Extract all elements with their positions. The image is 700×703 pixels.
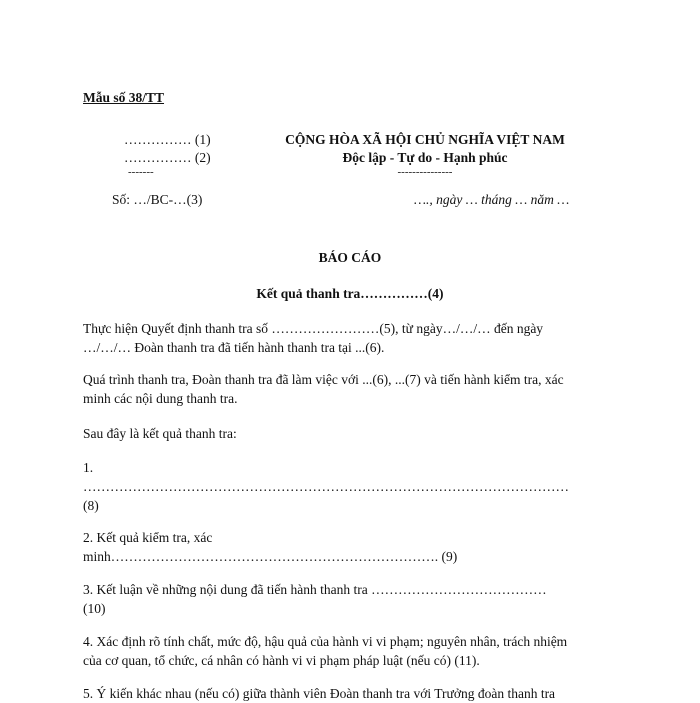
agency-line-2: …………… (2) [124, 150, 211, 165]
paragraph-3: Sau đây là kết quả thanh tra: [83, 426, 237, 441]
item-2-line-1: 2. Kết quả kiểm tra, xác [83, 530, 213, 545]
paragraph-1-line-1: Thực hiện Quyết định thanh tra số ……………………(5), từ ngày…/…/… đến ngày [83, 321, 544, 336]
motto: Độc lập - Tự do - Hạnh phúc [342, 150, 508, 165]
item-3-ref: (10) [83, 601, 106, 616]
item-1-ref: (8) [83, 498, 99, 513]
paragraph-1-line-2: …/…/… Đoàn thanh tra đã tiến hành thanh tra tại ...(6). [83, 340, 385, 355]
item-5-line-1: 5. Ý kiến khác nhau (nếu có) giữa thành viên Đoàn thanh tra với Trưởng đoàn thanh tra [83, 686, 556, 701]
item-1-number: 1. [83, 460, 94, 475]
item-5 [83, 684, 643, 703]
paragraph-2-line-2: minh các nội dung thanh tra. [83, 391, 238, 406]
paragraph-2-line-1: Quá trình thanh tra, Đoàn thanh tra đã làm việc với ...(6), ...(7) và tiến hành kiểm tra, xác [83, 372, 564, 387]
form-number: Mẫu số 38/TT [83, 90, 165, 105]
item-2-line-2: minh………………………………………………………………. (9) [83, 549, 458, 564]
motto-underline: --------------- [397, 166, 453, 178]
country-name: CỘNG HÒA XÃ HỘI CHỦ NGHĨA VIỆT NAM [285, 132, 565, 147]
item-1-dots: ……………………………………………………………………………………………… [83, 479, 569, 494]
item-4 [83, 632, 643, 670]
date-line: …., ngày … tháng … năm … [414, 192, 570, 207]
agency-line-1: …………… (1) [124, 132, 211, 147]
document-title: BÁO CÁO [318, 250, 382, 265]
item-4-line-1: 4. Xác định rõ tính chất, mức độ, hậu quả của hành vi vi phạm; nguyên nhân, trách nhiệm [83, 634, 568, 649]
document-subtitle: Kết quả thanh tra……………(4) [256, 286, 444, 301]
report-number: Số: …/BC-…(3) [112, 192, 203, 207]
agency-underline: ------- [128, 166, 154, 178]
item-2 [83, 528, 623, 566]
item-3 [83, 580, 623, 618]
paragraph-1 [83, 319, 623, 357]
item-1 [83, 458, 623, 515]
paragraph-2 [83, 370, 623, 408]
item-4-line-2: của cơ quan, tổ chức, cá nhân có hành vi vi phạm pháp luật (nếu có) (11). [83, 653, 480, 668]
item-3-line-1: 3. Kết luận về những nội dung đã tiến hành thanh tra ………………………………… [83, 582, 547, 597]
